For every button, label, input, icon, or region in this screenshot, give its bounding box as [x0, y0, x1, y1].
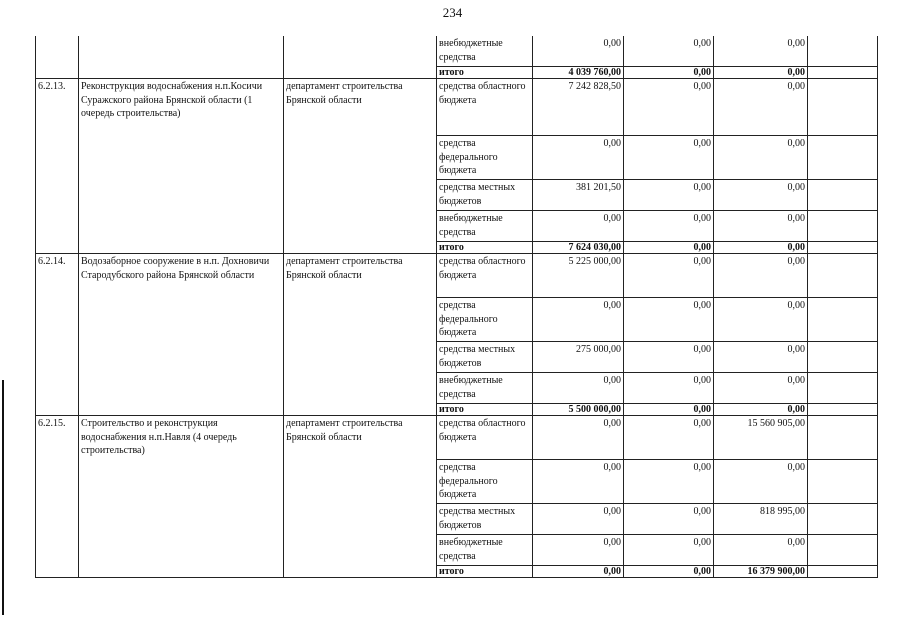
total-value: 0,00	[624, 242, 714, 254]
empty-cell	[808, 504, 878, 535]
project-code: 6.2.15.	[36, 416, 79, 578]
total-value: 4 039 760,00	[533, 67, 624, 79]
budget-table	[35, 36, 878, 578]
value-cell: 0,00	[533, 36, 624, 67]
project-name: Водозаборное сооружение в н.п. Дохновичи Стародубского района Брянской области	[79, 254, 284, 416]
funding-source-cell: средства местных бюджетов	[437, 180, 533, 211]
value-cell: 0,00	[624, 298, 714, 342]
funding-source-cell: внебюджетные средства	[437, 211, 533, 242]
total-label: итого	[437, 242, 533, 254]
total-value: 7 624 030,00	[533, 242, 624, 254]
empty-cell	[808, 404, 878, 416]
empty-cell	[808, 67, 878, 79]
total-value: 0,00	[714, 67, 808, 79]
total-value: 0,00	[624, 67, 714, 79]
value-cell: 0,00	[714, 180, 808, 211]
value-cell: 0,00	[714, 373, 808, 404]
value-cell: 0,00	[714, 36, 808, 67]
table-row	[36, 254, 878, 298]
funding-source-cell: средства областного бюджета	[437, 79, 533, 136]
funding-source-cell: внебюджетные средства	[437, 36, 533, 67]
value-cell: 381 201,50	[533, 180, 624, 211]
table-row	[36, 79, 878, 136]
empty-cell	[808, 211, 878, 242]
total-label: итого	[437, 566, 533, 578]
value-cell: 0,00	[533, 298, 624, 342]
value-cell: 0,00	[624, 136, 714, 180]
empty-cell	[808, 373, 878, 404]
empty-cell	[808, 566, 878, 578]
empty-cell	[808, 342, 878, 373]
value-cell: 0,00	[624, 460, 714, 504]
empty-cell	[808, 79, 878, 136]
funding-source-cell: средства местных бюджетов	[437, 504, 533, 535]
value-cell: 0,00	[714, 254, 808, 298]
empty-cell	[808, 136, 878, 180]
value-cell: 15 560 905,00	[714, 416, 808, 460]
empty-cell	[808, 298, 878, 342]
value-cell: 0,00	[533, 136, 624, 180]
value-cell: 0,00	[533, 416, 624, 460]
project-code: 6.2.14.	[36, 254, 79, 416]
empty-cell	[808, 242, 878, 254]
value-cell: 0,00	[624, 342, 714, 373]
value-cell: 0,00	[714, 342, 808, 373]
value-cell: 0,00	[533, 535, 624, 566]
total-value: 0,00	[714, 404, 808, 416]
project-executor: департамент строительства Брянской области	[284, 416, 437, 578]
project-name-cell	[79, 36, 284, 79]
value-cell: 0,00	[624, 254, 714, 298]
value-cell: 0,00	[533, 460, 624, 504]
funding-source-cell: средства местных бюджетов	[437, 342, 533, 373]
value-cell: 0,00	[714, 460, 808, 504]
total-value: 16 379 900,00	[714, 566, 808, 578]
value-cell: 0,00	[624, 373, 714, 404]
executor-cell	[284, 36, 437, 79]
table-row	[36, 416, 878, 460]
total-value: 0,00	[624, 404, 714, 416]
value-cell: 0,00	[624, 211, 714, 242]
empty-cell	[808, 460, 878, 504]
total-value: 0,00	[533, 566, 624, 578]
value-cell: 0,00	[624, 535, 714, 566]
code-cell	[36, 36, 79, 79]
funding-source-cell: внебюджетные средства	[437, 535, 533, 566]
funding-source-cell: средства федерального бюджета	[437, 460, 533, 504]
value-cell: 0,00	[714, 136, 808, 180]
empty-cell	[808, 416, 878, 460]
value-cell: 0,00	[714, 211, 808, 242]
project-executor: департамент строительства Брянской области	[284, 79, 437, 254]
total-value: 0,00	[624, 566, 714, 578]
project-executor: департамент строительства Брянской области	[284, 254, 437, 416]
funding-source-cell: внебюджетные средства	[437, 373, 533, 404]
value-cell: 0,00	[533, 211, 624, 242]
funding-source-cell: средства федерального бюджета	[437, 136, 533, 180]
project-code: 6.2.13.	[36, 79, 79, 254]
total-label: итого	[437, 404, 533, 416]
total-label: итого	[437, 67, 533, 79]
value-cell: 0,00	[533, 373, 624, 404]
total-value: 0,00	[714, 242, 808, 254]
total-value: 5 500 000,00	[533, 404, 624, 416]
value-cell: 0,00	[624, 36, 714, 67]
value-cell: 0,00	[624, 416, 714, 460]
funding-source-cell: средства областного бюджета	[437, 254, 533, 298]
value-cell: 0,00	[714, 79, 808, 136]
empty-cell	[808, 36, 878, 67]
funding-source-cell: средства федерального бюджета	[437, 298, 533, 342]
margin-line	[2, 380, 4, 615]
project-name: Строительство и реконструкция водоснабжения н.п.Навля (4 очередь строительства)	[79, 416, 284, 578]
value-cell: 0,00	[533, 504, 624, 535]
value-cell: 818 995,00	[714, 504, 808, 535]
value-cell: 0,00	[624, 79, 714, 136]
project-name: Реконструкция водоснабжения н.п.Косичи Суражского района Брянской области (1 очередь строительства)	[79, 79, 284, 254]
empty-cell	[808, 254, 878, 298]
value-cell: 0,00	[714, 298, 808, 342]
empty-cell	[808, 535, 878, 566]
value-cell: 7 242 828,50	[533, 79, 624, 136]
value-cell: 275 000,00	[533, 342, 624, 373]
value-cell: 5 225 000,00	[533, 254, 624, 298]
empty-cell	[808, 180, 878, 211]
funding-source-cell: средства областного бюджета	[437, 416, 533, 460]
value-cell: 0,00	[624, 180, 714, 211]
table-row	[36, 36, 878, 67]
page-number: 234	[442, 5, 463, 20]
value-cell: 0,00	[714, 535, 808, 566]
value-cell: 0,00	[624, 504, 714, 535]
